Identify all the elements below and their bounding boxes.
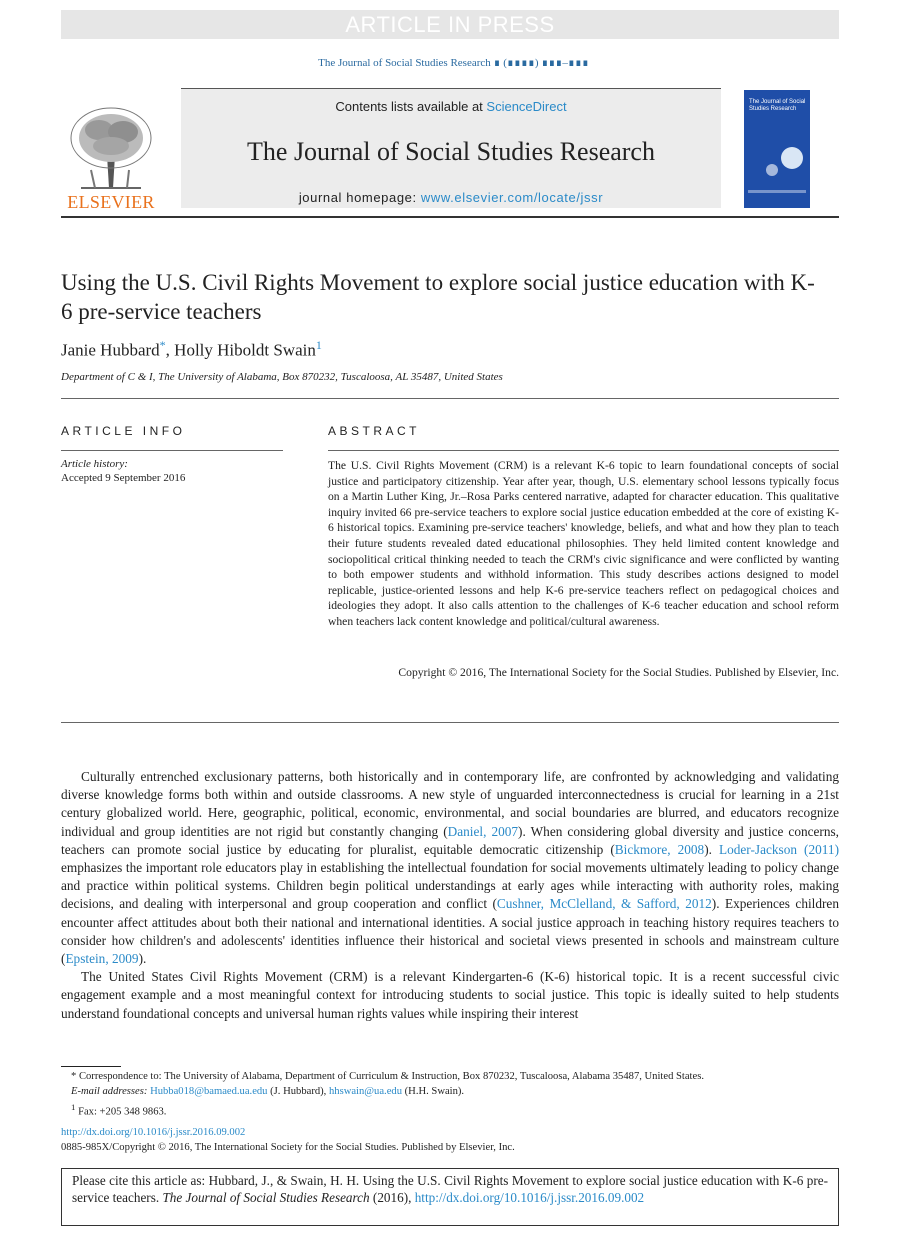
abstract-heading: ABSTRACT	[328, 424, 421, 438]
body-text-segment: ).	[138, 951, 147, 967]
email-hubbard-link[interactable]: Hubba018@bamaed.ua.edu	[150, 1085, 268, 1097]
body-text-segment: Culturally entrenched exclusionary patterns, both historically and in contemporary life, are confronted by acknowledging and validating diverse knowledge forms both within and outside classrooms. A new style of unguarded interconnectedness is crucial for learning in a 21st century globalized world. Here, geographic, political, economic, environmental, and social boundaries are blurred, and educators recognize individual and group identities are not rigid but constantly changing (	[61, 769, 839, 839]
footnote-mark: *	[71, 1071, 77, 1082]
author-hubbard[interactable]: Janie Hubbard	[61, 340, 160, 360]
citation-prefix: Please cite this article as: Hubbard, J., & Swain, H. H. Using the U.S. Civil Rights Movement to explore social justice education with K-6 pre-service teachers.	[72, 1173, 828, 1205]
citation-doi-link[interactable]: http://dx.doi.org/10.1016/j.jssr.2016.09.002	[414, 1190, 645, 1205]
abstract-rule	[328, 450, 839, 451]
homepage-link[interactable]: www.elsevier.com/locate/jssr	[420, 190, 604, 205]
citation-daniel-2007[interactable]: Daniel, 2007	[447, 823, 519, 839]
journal-masthead	[61, 88, 839, 214]
citation-year: (2016),	[369, 1190, 415, 1205]
article-in-press-banner	[61, 10, 839, 39]
journal-title: The Journal of Social Studies Research	[247, 137, 655, 166]
journal-cover-thumbnail[interactable]	[744, 90, 810, 208]
body-text-segment: ). When considering global diversity and justice concerns, teachers can promote social justice by educating for pluralist, equitable democratic citizenship (	[61, 823, 840, 857]
contents-prefix: Contents lists available at	[335, 99, 487, 114]
footnote-rule	[61, 1066, 121, 1067]
homepage-prefix: journal homepage:	[298, 190, 421, 205]
journal-homepage-line	[181, 190, 721, 205]
body-paragraph-2: The United States Civil Rights Movement (CRM) is a relevant Kindergarten-6 (K-6) historical topic. It is a recent successful civic engagement example and a most meaningful context for introducing students to social justice. This topic is ideally suited to help students understand foundational concepts and universal human rights values while inspiring their interest	[61, 969, 839, 1021]
email-footnote	[61, 1085, 839, 1100]
email-swain-link[interactable]: hhswain@ua.edu	[328, 1085, 402, 1097]
email-swain-name: (H.H. Swain).	[402, 1085, 465, 1097]
citation-epstein-2009[interactable]: Epstein, 2009	[65, 951, 139, 967]
citation-loder-jackson-2011[interactable]: Loder-Jackson (2011)	[718, 841, 839, 857]
banner-text: ARTICLE IN PRESS	[345, 12, 555, 37]
elsevier-wordmark: ELSEVIER	[67, 192, 155, 212]
fax-footnote	[61, 1100, 839, 1120]
doi-block	[61, 1125, 515, 1155]
footnotes	[61, 1070, 839, 1120]
footnote-mark: 1	[71, 1101, 76, 1112]
journal-reference-line[interactable]: The Journal of Social Studies Research ∎ (∎∎∎∎) ∎∎∎–∎∎∎	[318, 57, 589, 69]
issn-copyright-line: 0885-985X/Copyright © 2016, The International Society for the Social Studies. Published by Elsevier, Inc.	[61, 1142, 515, 1153]
journal-info-box	[181, 88, 721, 208]
body-text-segment: ).	[704, 841, 719, 857]
header-divider	[61, 398, 839, 399]
body-paragraph-1	[61, 768, 839, 968]
fax-text: Fax: +205 348 9863.	[75, 1106, 167, 1118]
citation-journal: The Journal of Social Studies Research	[162, 1190, 370, 1205]
body-text-segment: ). Experiences children encounter affect attitudes about both their national and international identities. A social justice approach in teaching history requires teachers to consider how children's and adolescents' identities influence their historical and societal views presented in schools and mainstream culture (	[61, 896, 839, 967]
sciencedirect-link[interactable]: ScienceDirect	[486, 99, 567, 114]
citation-bickmore-2008[interactable]: Bickmore, 2008	[614, 841, 705, 857]
cover-title: The Journal of Social Studies Research	[749, 99, 806, 112]
email-hubbard-name: (J. Hubbard),	[267, 1085, 329, 1097]
email-label: E-mail addresses:	[71, 1085, 151, 1097]
citation-box	[61, 1168, 839, 1226]
doi-link[interactable]: http://dx.doi.org/10.1016/j.jssr.2016.09.002	[61, 1127, 246, 1138]
abstract-divider	[61, 722, 839, 723]
body-text-segment: emphasizes the important role educators play in establishing the intellectual foundation for social movements ultimately leading to policy change and practice within political systems. Children begin political understandings at early ages while interacting with authority roles, making decisions, and dealing with interpersonal and group cooperation and conflict (	[61, 860, 839, 912]
author-affiliation: Department of C & I, The University of Alabama, Box 870232, Tuscaloosa, AL 35487, United States	[61, 371, 503, 383]
abstract-text: The U.S. Civil Rights Movement (CRM) is a relevant K-6 topic to learn foundational concepts of social justice and participatory citizenship. Year after year, though, U.S. elementary school lessons typically focus on a Martin Luther King, Jr.–Rosa Parks centered narrative, adapted for character education. This qualitative inquiry invited 66 pre-service teachers to explore social justice education embedded at the core of existing K-6 historical topics. Examining pre-service teachers' knowledge, beliefs, and what and how they plan to teach their future students revealed dated educational philosophies. They held limited content knowledge and sociopolitical critical thinking needed to teach the CRM's civic significance and were conflicted by wanting to both empower students and withhold information. This study describes actions designed to model replicable, justice-oriented lessons and help K-6 pre-service teachers reflect on pedagogical choices and ideologies they adopt. It also calls attention to the challenges of K-6 teacher education and school reform when teachers lack content knowledge and political/cultural awareness.	[328, 459, 839, 628]
article-history-label: Article history:	[61, 458, 128, 470]
article-info-heading: ARTICLE INFO	[61, 424, 186, 438]
masthead-divider	[61, 216, 839, 218]
abstract-copyright: Copyright © 2016, The International Society for the Social Studies. Published by Elsevier, Inc.	[398, 666, 839, 679]
article-body	[61, 768, 839, 1023]
correspondence-footnote	[61, 1070, 839, 1085]
contents-line	[181, 99, 721, 114]
author-swain[interactable]: Holly Hiboldt Swain	[174, 340, 316, 360]
corresponding-author-mark[interactable]: *	[159, 338, 166, 352]
author-footnote-mark[interactable]: 1	[315, 338, 322, 352]
author-list	[61, 338, 322, 361]
article-title: Using the U.S. Civil Rights Movement to explore social justice education with K-6 pre-service teachers	[61, 270, 815, 324]
article-info-rule	[61, 450, 283, 451]
article-history-date: Accepted 9 September 2016	[61, 472, 186, 484]
correspondence-text: Correspondence to: The University of Alabama, Department of Curriculum & Instruction, Box 870232, Tuscaloosa, Alabama 35487, United States.	[76, 1071, 704, 1082]
citation-cushner-2012[interactable]: Cushner, McClelland, & Safford, 2012	[496, 896, 712, 912]
author-separator: ,	[165, 340, 175, 360]
